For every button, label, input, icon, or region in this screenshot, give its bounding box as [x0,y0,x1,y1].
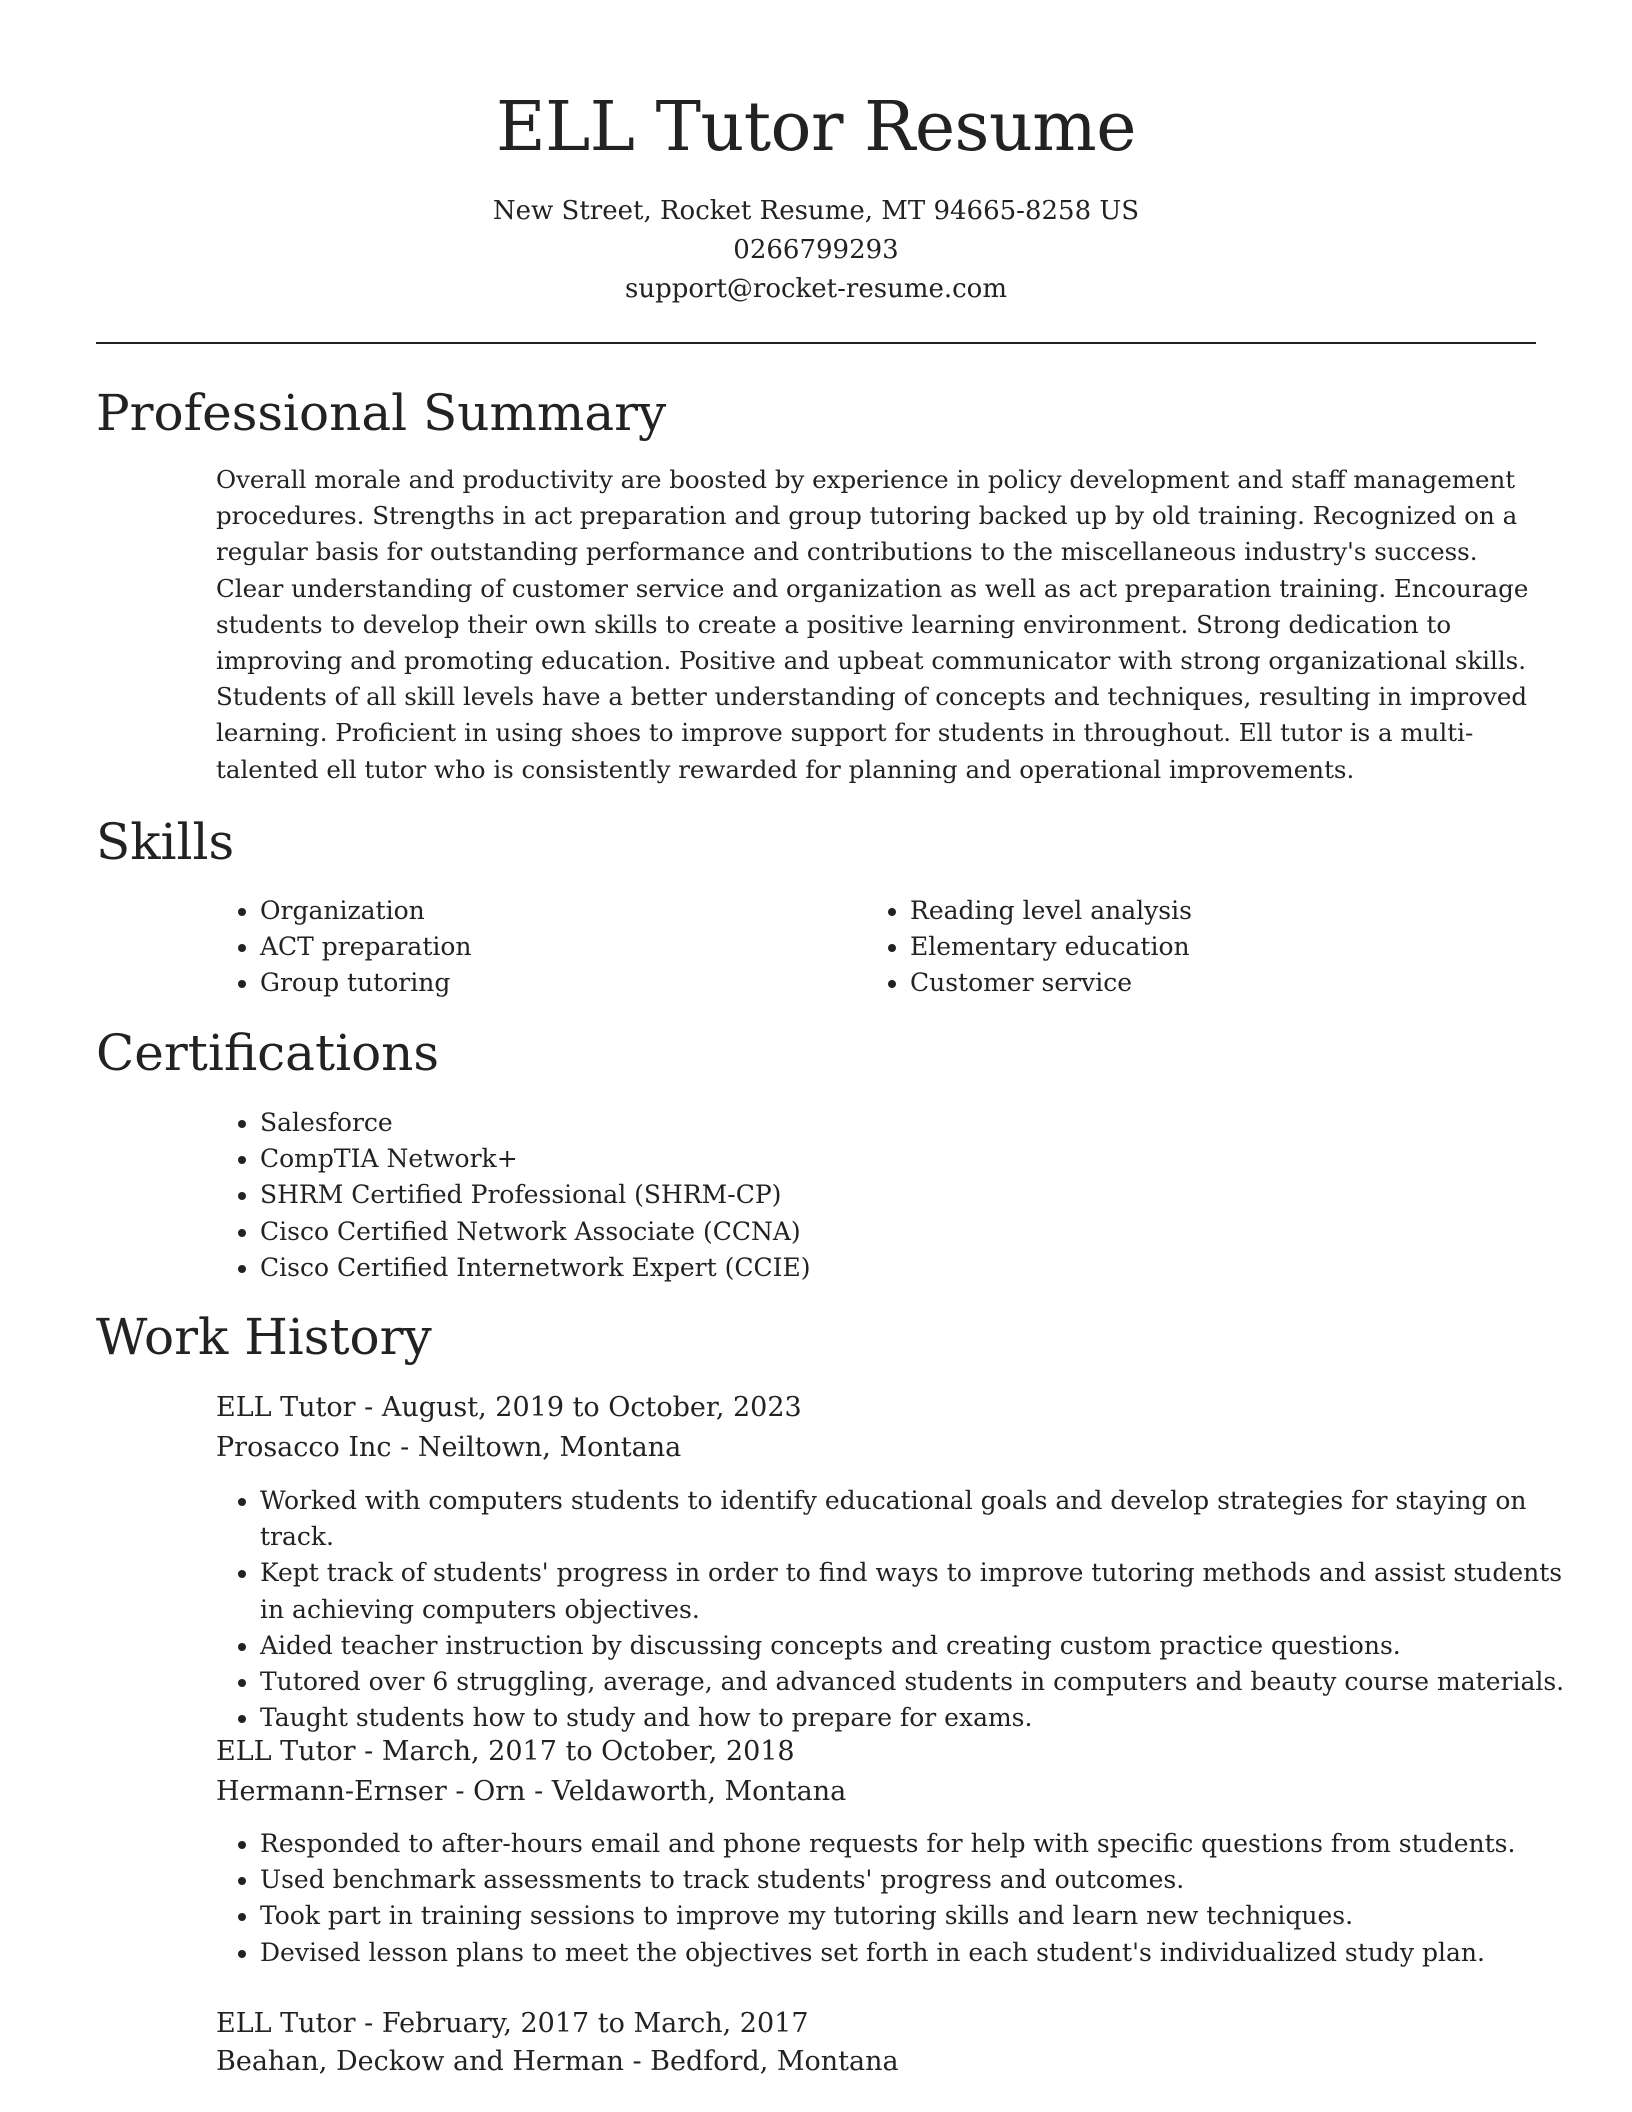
job-bullets [216,1483,1590,1736]
certification-item: • Salesforce [260,1105,1260,1141]
job-bullet: • Tutored over 6 struggling, average, and advanced students in computers and beauty course materials. [260,1664,1590,1700]
skill-item: • Customer service [910,965,1510,1001]
skill-item: • Elementary education [910,929,1510,965]
skill-item: • ACT preparation [260,929,860,965]
contact-info [0,192,1632,309]
certifications-heading: Certifications [96,1024,440,1082]
job-bullet: • Responded to after-hours email and phone requests for help with specific questions from students. [260,1826,1590,1862]
job-bullet: • Taught students how to study and how to prepare for exams. [260,1700,1590,1736]
resume-title: ELL Tutor Resume [496,88,1136,167]
resume-header [0,0,1632,309]
contact-address: New Street, Rocket Resume, MT 94665-8258 US [492,196,1140,226]
job-bullet: • Aided teacher instruction by discussing concepts and creating custom practice questions. [260,1628,1590,1664]
job-bullet: • Kept track of students' progress in order to find ways to improve tutoring methods and assist students in achieving computers objectives. [260,1555,1590,1627]
skill-item: • Group tutoring [260,965,860,1001]
contact-email[interactable]: support@rocket-resume.com [624,274,1007,304]
skills-list-right [866,893,1510,1002]
job-title: ELL Tutor - August, 2019 to October, 2023 [216,1392,802,1423]
certification-item: • Cisco Certified Network Associate (CCNA) [260,1214,1260,1250]
certifications-list [216,1105,1260,1286]
job-title: ELL Tutor - March, 2017 to October, 2018 [216,1736,795,1767]
certification-item: • Cisco Certified Internetwork Expert (CCIE) [260,1250,1260,1286]
certification-item: • CompTIA Network+ [260,1141,1260,1177]
skill-item: • Organization [260,893,860,929]
contact-phone: 0266799293 [733,235,899,265]
job-bullet: • Worked with computers students to identify educational goals and develop strategies for staying on track. [260,1483,1590,1555]
skills-heading: Skills [96,813,235,871]
job-bullet: • Devised lesson plans to meet the objectives set forth in each student's individualized study plan. [260,1935,1590,1971]
job-company: Prosacco Inc - Neiltown, Montana [216,1432,682,1463]
skills-list-left [216,893,860,1002]
skill-item: • Reading level analysis [910,893,1510,929]
certification-item: • SHRM Certified Professional (SHRM-CP) [260,1177,1260,1213]
header-divider [96,342,1536,344]
summary-text: Overall morale and productivity are boosted by experience in policy development and staff management procedures. Strengths in act preparation and group tutoring backed up by old training. Recognized on a regular basis for outstanding performance and contributions to the miscellaneous industry's success. Clear understanding of customer service and organization as well as act preparation training. Encourage students to develop their own skills to create a positive learning environment. Strong dedication to improving and promoting education. Positive and upbeat communicator with strong organizational skills. Students of all skill levels have a better understanding of concepts and techniques, resulting in improved learning. Proficient in using shoes to improve support for students in throughout. Ell tutor is a multi-talented ell tutor who is consistently rewarded for planning and operational improvements. [216,465,1529,784]
summary-heading: Professional Summary [96,384,667,442]
job-company: Hermann-Ernser - Orn - Veldaworth, Montana [216,1776,847,1807]
job-bullets [216,1826,1590,1971]
job-bullet: • Took part in training sessions to improve my tutoring skills and learn new techniques. [260,1898,1590,1934]
job-bullet: • Used benchmark assessments to track students' progress and outcomes. [260,1862,1590,1898]
job-title: ELL Tutor - February, 2017 to March, 2017 [216,2008,809,2039]
work-history-heading: Work History [96,1308,432,1366]
job-company: Beahan, Deckow and Herman - Bedford, Montana [216,2046,899,2077]
